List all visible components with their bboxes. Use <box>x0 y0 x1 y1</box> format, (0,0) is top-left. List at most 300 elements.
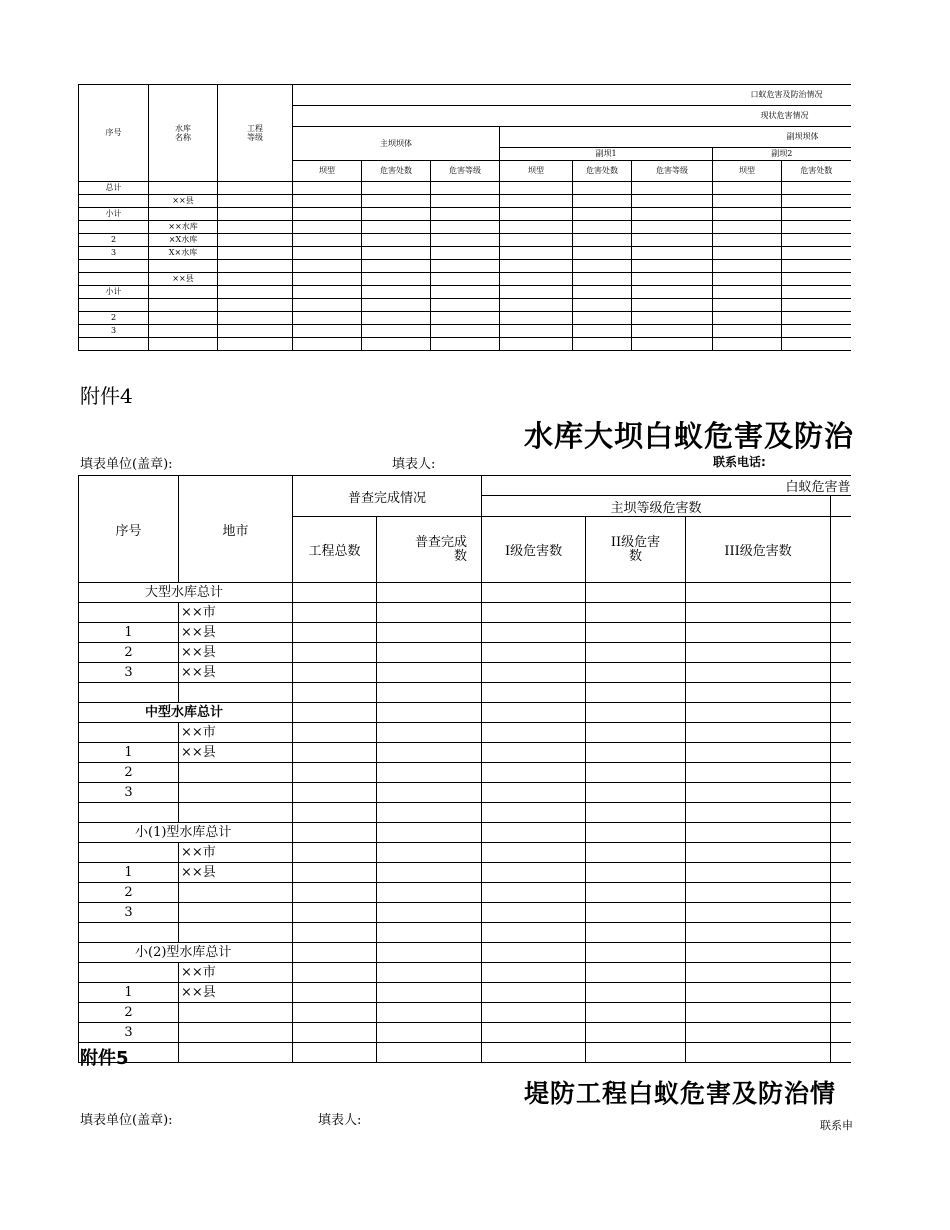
data-cell <box>632 299 713 312</box>
data-cell <box>713 260 782 273</box>
data-cell <box>573 247 632 260</box>
data-cell <box>713 195 782 208</box>
data-cell <box>782 325 851 338</box>
data-cell <box>686 743 831 763</box>
reservoir-name-cell <box>149 260 218 273</box>
data-cell <box>482 643 586 663</box>
data-cell <box>482 703 586 723</box>
data-cell <box>686 583 831 603</box>
filler-label: 填表人: <box>318 1113 362 1128</box>
reservoir-name-cell <box>149 312 218 325</box>
city-cell: ××县 <box>179 663 293 683</box>
seq-cell: 小计 <box>79 208 149 221</box>
table-row <box>79 234 851 247</box>
data-cell <box>831 683 851 703</box>
fill-unit-label: 填表单位(盖章): <box>80 457 173 472</box>
city-cell <box>179 883 293 903</box>
reservoir-name-cell: ××县 <box>149 273 218 286</box>
seq-cell <box>79 723 179 743</box>
seq-cell <box>79 260 149 273</box>
table-row <box>79 743 851 763</box>
data-cell <box>218 299 293 312</box>
city-cell: ××市 <box>179 963 293 983</box>
data-cell <box>377 743 482 763</box>
data-cell <box>713 182 782 195</box>
table-row <box>79 943 851 963</box>
data-cell <box>482 843 586 863</box>
data-cell <box>686 1043 831 1063</box>
data-cell <box>293 883 377 903</box>
data-cell <box>632 221 713 234</box>
data-cell <box>218 182 293 195</box>
data-cell <box>293 583 377 603</box>
data-cell <box>782 312 851 325</box>
data-cell <box>293 312 362 325</box>
data-cell <box>573 234 632 247</box>
data-cell <box>782 208 851 221</box>
seq-cell: 2 <box>79 643 179 663</box>
data-cell <box>573 182 632 195</box>
data-cell <box>377 583 482 603</box>
seq-cell: 1 <box>79 743 179 763</box>
data-cell <box>218 338 293 351</box>
table-row <box>79 247 851 260</box>
data-cell <box>482 583 586 603</box>
data-cell <box>713 273 782 286</box>
data-cell <box>377 723 482 743</box>
header-level1-hazard: I级危害数 <box>482 517 586 583</box>
seq-cell <box>79 963 179 983</box>
data-cell <box>293 299 362 312</box>
data-cell <box>293 325 362 338</box>
data-cell <box>293 234 362 247</box>
data-cell <box>573 325 632 338</box>
data-cell <box>482 823 586 843</box>
table-row <box>79 883 851 903</box>
data-cell <box>218 273 293 286</box>
seq-cell <box>79 195 149 208</box>
data-cell <box>686 763 831 783</box>
data-cell <box>586 703 686 723</box>
data-cell <box>831 663 851 683</box>
data-cell <box>293 273 362 286</box>
header-seq: 序号 <box>79 85 149 182</box>
data-cell <box>377 703 482 723</box>
reservoir-name-cell: ××县 <box>149 195 218 208</box>
data-cell <box>431 273 500 286</box>
city-cell: ××县 <box>179 643 293 663</box>
data-cell <box>377 923 482 943</box>
city-cell: ××县 <box>179 623 293 643</box>
table-row <box>79 783 851 803</box>
seq-cell <box>79 221 149 234</box>
termite-reservoir-detail-table <box>78 84 851 351</box>
seq-cell <box>79 683 179 703</box>
table-row <box>79 299 851 312</box>
data-cell <box>686 603 831 623</box>
data-cell <box>500 299 573 312</box>
table-row <box>79 703 851 723</box>
data-cell <box>431 338 500 351</box>
data-cell <box>293 643 377 663</box>
data-cell <box>362 273 431 286</box>
data-cell <box>586 1023 686 1043</box>
data-cell <box>362 208 431 221</box>
data-cell <box>632 338 713 351</box>
data-cell <box>686 923 831 943</box>
header-blank <box>831 496 851 517</box>
data-cell <box>782 286 851 299</box>
data-cell <box>831 843 851 863</box>
data-cell <box>362 195 431 208</box>
table-row <box>79 723 851 743</box>
data-cell <box>482 943 586 963</box>
data-cell <box>500 221 573 234</box>
table-row <box>79 325 851 338</box>
city-cell <box>179 683 293 703</box>
data-cell <box>782 260 851 273</box>
data-cell <box>632 208 713 221</box>
data-cell <box>586 803 686 823</box>
header-city: 地市 <box>179 476 293 583</box>
table-row <box>79 195 851 208</box>
data-cell <box>686 643 831 663</box>
data-cell <box>362 182 431 195</box>
group-total-label: 大型水库总计 <box>79 583 293 603</box>
seq-cell: 1 <box>79 983 179 1003</box>
table-row <box>79 1043 851 1063</box>
data-cell <box>632 273 713 286</box>
header-main-dam: 主坝坝体 <box>293 127 500 161</box>
data-cell <box>482 663 586 683</box>
data-cell <box>573 221 632 234</box>
data-cell <box>293 247 362 260</box>
data-cell <box>293 683 377 703</box>
data-cell <box>362 325 431 338</box>
data-cell <box>293 783 377 803</box>
reservoir-name-cell <box>149 325 218 338</box>
data-cell <box>686 903 831 923</box>
data-cell <box>293 663 377 683</box>
data-cell <box>831 1043 851 1063</box>
table-row <box>79 823 851 843</box>
header-aux-dam-2: 副坝2 <box>713 148 851 161</box>
data-cell <box>431 208 500 221</box>
data-cell <box>573 208 632 221</box>
data-cell <box>782 299 851 312</box>
reservoir-name-cell <box>149 182 218 195</box>
group-total-label: 小(2)型水库总计 <box>79 943 293 963</box>
seq-cell: 3 <box>79 1023 179 1043</box>
attachment-4-label: 附件4 <box>80 384 133 408</box>
data-cell <box>293 743 377 763</box>
table-row <box>79 1003 851 1023</box>
data-cell <box>218 247 293 260</box>
reservoir-name-cell: ××水库 <box>149 221 218 234</box>
termite-survey-summary-table <box>78 475 851 1063</box>
seq-cell: 1 <box>79 863 179 883</box>
city-cell <box>179 1023 293 1043</box>
data-cell <box>713 247 782 260</box>
data-cell <box>632 247 713 260</box>
data-cell <box>500 195 573 208</box>
data-cell <box>831 1003 851 1023</box>
data-cell <box>573 286 632 299</box>
data-cell <box>831 903 851 923</box>
data-cell <box>686 723 831 743</box>
data-cell <box>293 803 377 823</box>
data-cell <box>573 299 632 312</box>
data-cell <box>831 803 851 823</box>
data-cell <box>362 247 431 260</box>
header-survey-completion: 普查完成情况 <box>293 476 482 517</box>
seq-cell: 2 <box>79 763 179 783</box>
seq-cell: 3 <box>79 663 179 683</box>
data-cell <box>482 963 586 983</box>
data-cell <box>713 208 782 221</box>
data-cell <box>686 843 831 863</box>
seq-cell <box>79 273 149 286</box>
header-hazard-level: 危害等级 <box>431 161 500 182</box>
data-cell <box>482 1023 586 1043</box>
data-cell <box>362 286 431 299</box>
data-cell <box>586 903 686 923</box>
data-cell <box>686 943 831 963</box>
data-cell <box>482 623 586 643</box>
data-cell <box>293 260 362 273</box>
data-cell <box>218 195 293 208</box>
data-cell <box>831 1023 851 1043</box>
city-cell <box>179 783 293 803</box>
data-cell <box>431 247 500 260</box>
data-cell <box>586 943 686 963</box>
data-cell <box>293 843 377 863</box>
header-dam-type: 坝型 <box>713 161 782 182</box>
city-cell <box>179 903 293 923</box>
data-cell <box>293 703 377 723</box>
data-cell <box>377 783 482 803</box>
table-row <box>79 623 851 643</box>
data-cell <box>482 1003 586 1023</box>
seq-cell: 1 <box>79 623 179 643</box>
data-cell <box>831 883 851 903</box>
table-row <box>79 603 851 623</box>
data-cell <box>586 603 686 623</box>
data-cell <box>362 260 431 273</box>
data-cell <box>293 763 377 783</box>
data-cell <box>686 883 831 903</box>
data-cell <box>586 723 686 743</box>
seq-cell: 2 <box>79 1003 179 1023</box>
data-cell <box>713 221 782 234</box>
data-cell <box>377 843 482 863</box>
data-cell <box>686 823 831 843</box>
data-cell <box>686 703 831 723</box>
data-cell <box>482 723 586 743</box>
data-cell <box>500 286 573 299</box>
data-cell <box>713 234 782 247</box>
data-cell <box>377 1023 482 1043</box>
header-completed: 普查完成 数 <box>377 517 482 583</box>
data-cell <box>482 863 586 883</box>
header-level3-hazard: III级危害数 <box>686 517 831 583</box>
city-cell <box>179 923 293 943</box>
data-cell <box>482 923 586 943</box>
reservoir-name-cell <box>149 299 218 312</box>
data-cell <box>293 1023 377 1043</box>
data-cell <box>632 234 713 247</box>
data-cell <box>586 1003 686 1023</box>
data-cell <box>713 286 782 299</box>
attachment-5-title: 堤防工程白蚁危害及防治情 <box>524 1079 837 1108</box>
data-cell <box>782 221 851 234</box>
header-termite-section: 口蚁危害及防治情况 <box>293 85 851 106</box>
data-cell <box>482 903 586 923</box>
table-row <box>79 863 851 883</box>
data-cell <box>586 1043 686 1063</box>
data-cell <box>831 983 851 1003</box>
data-cell <box>377 1043 482 1063</box>
data-cell <box>586 823 686 843</box>
seq-cell: 2 <box>79 312 149 325</box>
header-blank <box>831 517 851 583</box>
data-cell <box>586 923 686 943</box>
table-row <box>79 663 851 683</box>
attachment-4-title: 水库大坝白蚁危害及防治 <box>524 419 855 453</box>
city-cell: ××市 <box>179 723 293 743</box>
header-hazard-count: 危害处数 <box>362 161 431 182</box>
data-cell <box>377 623 482 643</box>
data-cell <box>573 312 632 325</box>
seq-cell <box>79 299 149 312</box>
data-cell <box>431 286 500 299</box>
data-cell <box>218 234 293 247</box>
seq-cell: 总计 <box>79 182 149 195</box>
data-cell <box>573 260 632 273</box>
city-cell: ××市 <box>179 603 293 623</box>
data-cell <box>782 273 851 286</box>
group-total-label: 中型水库总计 <box>79 703 293 723</box>
data-cell <box>632 286 713 299</box>
data-cell <box>482 1043 586 1063</box>
data-cell <box>218 286 293 299</box>
data-cell <box>293 963 377 983</box>
city-cell: ××市 <box>179 843 293 863</box>
data-cell <box>586 623 686 643</box>
header-aux-dam: 副坝坝体 <box>500 127 851 148</box>
data-cell <box>482 783 586 803</box>
data-cell <box>586 663 686 683</box>
data-cell <box>782 338 851 351</box>
data-cell <box>831 823 851 843</box>
data-cell <box>586 863 686 883</box>
data-cell <box>293 863 377 883</box>
seq-cell <box>79 923 179 943</box>
data-cell <box>362 338 431 351</box>
data-cell <box>293 208 362 221</box>
data-cell <box>293 195 362 208</box>
data-cell <box>686 983 831 1003</box>
data-cell <box>632 325 713 338</box>
data-cell <box>686 663 831 683</box>
data-cell <box>686 863 831 883</box>
data-cell <box>293 1043 377 1063</box>
data-cell <box>500 338 573 351</box>
table-row <box>79 273 851 286</box>
data-cell <box>831 603 851 623</box>
data-cell <box>377 803 482 823</box>
data-cell <box>586 743 686 763</box>
data-cell <box>782 182 851 195</box>
group-total-label: 小(1)型水库总计 <box>79 823 293 843</box>
data-cell <box>586 643 686 663</box>
city-cell: ××县 <box>179 863 293 883</box>
data-cell <box>218 325 293 338</box>
header-dam-type: 坝型 <box>293 161 362 182</box>
data-cell <box>782 195 851 208</box>
seq-cell <box>79 803 179 823</box>
data-cell <box>686 963 831 983</box>
table-row <box>79 923 851 943</box>
data-cell <box>500 247 573 260</box>
table-row <box>79 763 851 783</box>
data-cell <box>431 221 500 234</box>
reservoir-name-cell: X×水库 <box>149 247 218 260</box>
data-cell <box>713 312 782 325</box>
city-cell <box>179 763 293 783</box>
data-cell <box>293 286 362 299</box>
table-row <box>79 843 851 863</box>
data-cell <box>377 683 482 703</box>
data-cell <box>377 603 482 623</box>
data-cell <box>377 943 482 963</box>
data-cell <box>586 763 686 783</box>
header-aux-dam-1: 副坝1 <box>500 148 713 161</box>
data-cell <box>713 325 782 338</box>
data-cell <box>500 234 573 247</box>
data-cell <box>482 683 586 703</box>
table-row <box>79 803 851 823</box>
table-row <box>79 286 851 299</box>
data-cell <box>831 963 851 983</box>
data-cell <box>377 963 482 983</box>
data-cell <box>293 623 377 643</box>
data-cell <box>500 208 573 221</box>
city-cell <box>179 803 293 823</box>
table-row <box>79 182 851 195</box>
table-row <box>79 683 851 703</box>
table-row <box>79 1023 851 1043</box>
data-cell <box>482 603 586 623</box>
header-level2-hazard: II级危害 数 <box>586 517 686 583</box>
data-cell <box>586 983 686 1003</box>
data-cell <box>713 299 782 312</box>
data-cell <box>586 683 686 703</box>
seq-cell: 3 <box>79 325 149 338</box>
table-row <box>79 983 851 1003</box>
data-cell <box>500 273 573 286</box>
data-cell <box>586 963 686 983</box>
data-cell <box>831 643 851 663</box>
data-cell <box>431 312 500 325</box>
data-cell <box>293 338 362 351</box>
data-cell <box>586 583 686 603</box>
data-cell <box>686 1003 831 1023</box>
header-hazard-count: 危害处数 <box>782 161 851 182</box>
filler-label: 填表人: <box>392 457 436 472</box>
data-cell <box>831 583 851 603</box>
header-seq: 序号 <box>79 476 179 583</box>
